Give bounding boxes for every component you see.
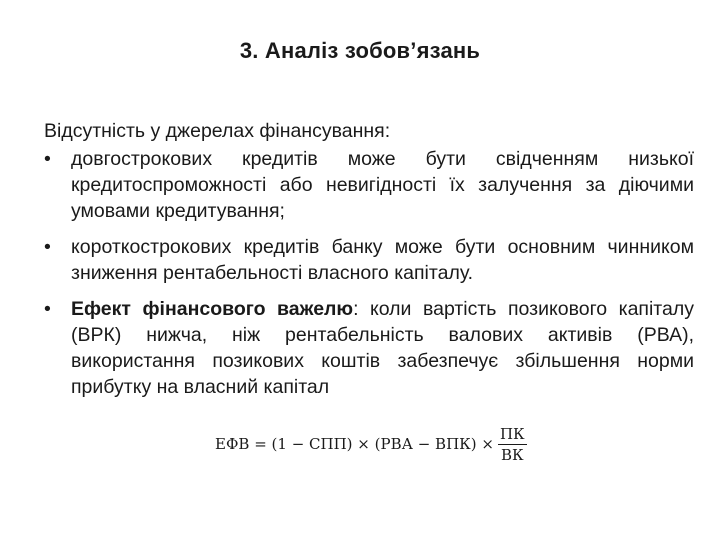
bullet-marker: • [44, 298, 51, 320]
formula-denominator: ВК [501, 445, 524, 464]
list-item [44, 234, 694, 286]
bullet-text: короткострокових кредитів банку може бути основним чинником зниження рентабельності власного капіталу. [71, 236, 694, 284]
list-item [44, 146, 694, 224]
slide-title: 3. Аналіз зобов’язань [239, 38, 481, 63]
formula [215, 421, 527, 467]
bullet-marker: • [44, 236, 51, 258]
bullet-bold-term: Ефект фінансового важелю [71, 298, 354, 320]
bullet-list [44, 146, 694, 400]
bullet-text: : коли вартість позикового капіталу (ВРК) нижча, ніж рентабельність валових активів (РВА), використання позикових коштів забезпечує збільшення норми прибутку на власний капітал [71, 298, 694, 398]
list-item [44, 296, 694, 400]
formula-lhs: ЕФВ = (1 − СПП) × (РВА − ВПК) × [215, 435, 494, 453]
formula-numerator: ПК [499, 424, 525, 443]
bullet-marker: • [44, 148, 51, 170]
intro-text: Відсутність у джерелах фінансування: [44, 120, 391, 142]
bullet-text: довгострокових кредитів може бути свідченням низької кредитоспроможності або невигідності їх залучення за діючими умовами кредитування; [71, 148, 694, 222]
slide-body [44, 118, 694, 410]
formula-fraction [498, 424, 527, 465]
